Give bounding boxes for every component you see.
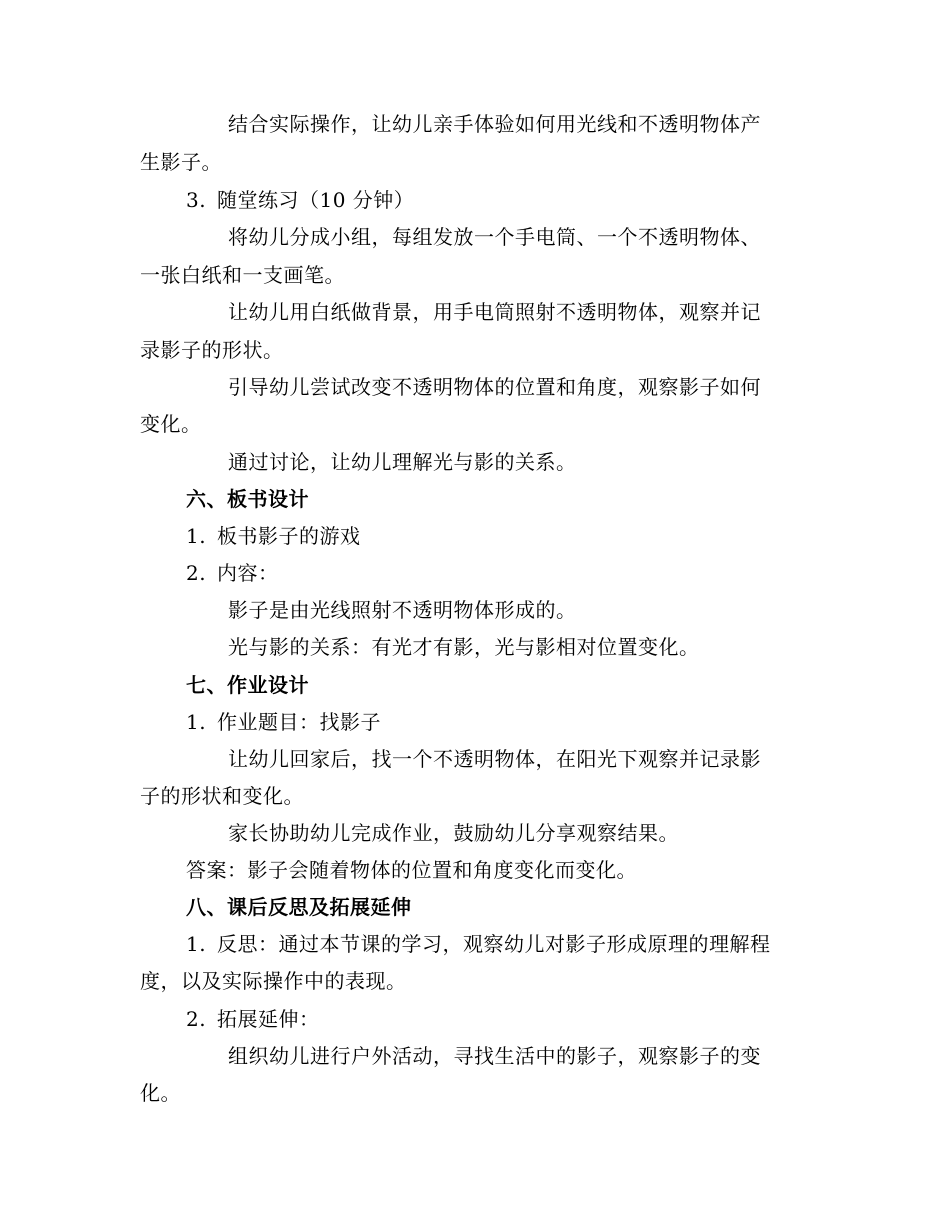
- paragraph-line: 家长协助幼儿完成作业，鼓励幼儿分享观察结果。: [228, 821, 679, 845]
- paragraph-line: 化。: [140, 1081, 181, 1105]
- item-number: 1.: [186, 524, 207, 548]
- numbered-item: [186, 930, 771, 958]
- section-heading: 七、作业设计: [186, 673, 309, 697]
- item-text: 板书影子的游戏: [217, 524, 361, 548]
- item-number: 3.: [186, 188, 207, 212]
- section-heading: 八、课后反思及拓展延伸: [186, 895, 412, 919]
- paragraph-line: 子的形状和变化。: [140, 784, 304, 808]
- paragraph-line: 引导幼儿尝试改变不透明物体的位置和角度，观察影子如何: [228, 375, 761, 399]
- item-number: 2.: [186, 1007, 207, 1031]
- numbered-item: [186, 708, 381, 736]
- item-text: 内容：: [217, 561, 279, 585]
- numbered-item: [186, 1005, 320, 1033]
- numbered-item: [186, 186, 414, 214]
- numbered-item: [186, 559, 279, 587]
- paragraph-line: 影子是由光线照射不透明物体形成的。: [228, 598, 577, 622]
- paragraph-line: 变化。: [140, 412, 202, 436]
- paragraph-line: 光与影的关系：有光才有影，光与影相对位置变化。: [228, 635, 700, 659]
- paragraph-line: 生影子。: [140, 150, 222, 174]
- paragraph-line: 让幼儿回家后，找一个不透明物体，在阳光下观察并记录影: [228, 747, 761, 771]
- paragraph-line: 通过讨论，让幼儿理解光与影的关系。: [228, 450, 577, 474]
- paragraph-line: 将幼儿分成小组，每组发放一个手电筒、一个不透明物体、: [228, 225, 761, 249]
- numbered-item: [186, 522, 361, 550]
- paragraph-line: 组织幼儿进行户外活动，寻找生活中的影子，观察影子的变: [228, 1044, 761, 1068]
- section-heading: 六、板书设计: [186, 487, 309, 511]
- paragraph-line: 一张白纸和一支画笔。: [140, 263, 345, 287]
- answer-line: 答案：影子会随着物体的位置和角度变化而变化。: [186, 858, 637, 882]
- item-text: 拓展延伸：: [217, 1007, 320, 1031]
- paragraph-line: 度，以及实际操作中的表现。: [140, 969, 407, 993]
- item-number: 2.: [186, 561, 207, 585]
- paragraph-line: 让幼儿用白纸做背景，用手电筒照射不透明物体，观察并记: [228, 300, 761, 324]
- item-text: 作业题目：找影子: [217, 710, 381, 734]
- item-number: 1.: [186, 932, 207, 956]
- paragraph-line: 录影子的形状。: [140, 338, 284, 362]
- item-number: 1.: [186, 710, 207, 734]
- paragraph-line: 结合实际操作，让幼儿亲手体验如何用光线和不透明物体产: [228, 112, 761, 136]
- item-text: 反思：通过本节课的学习，观察幼儿对影子形成原理的理解程: [217, 932, 771, 956]
- item-text: 随堂练习（10 分钟）: [217, 188, 415, 212]
